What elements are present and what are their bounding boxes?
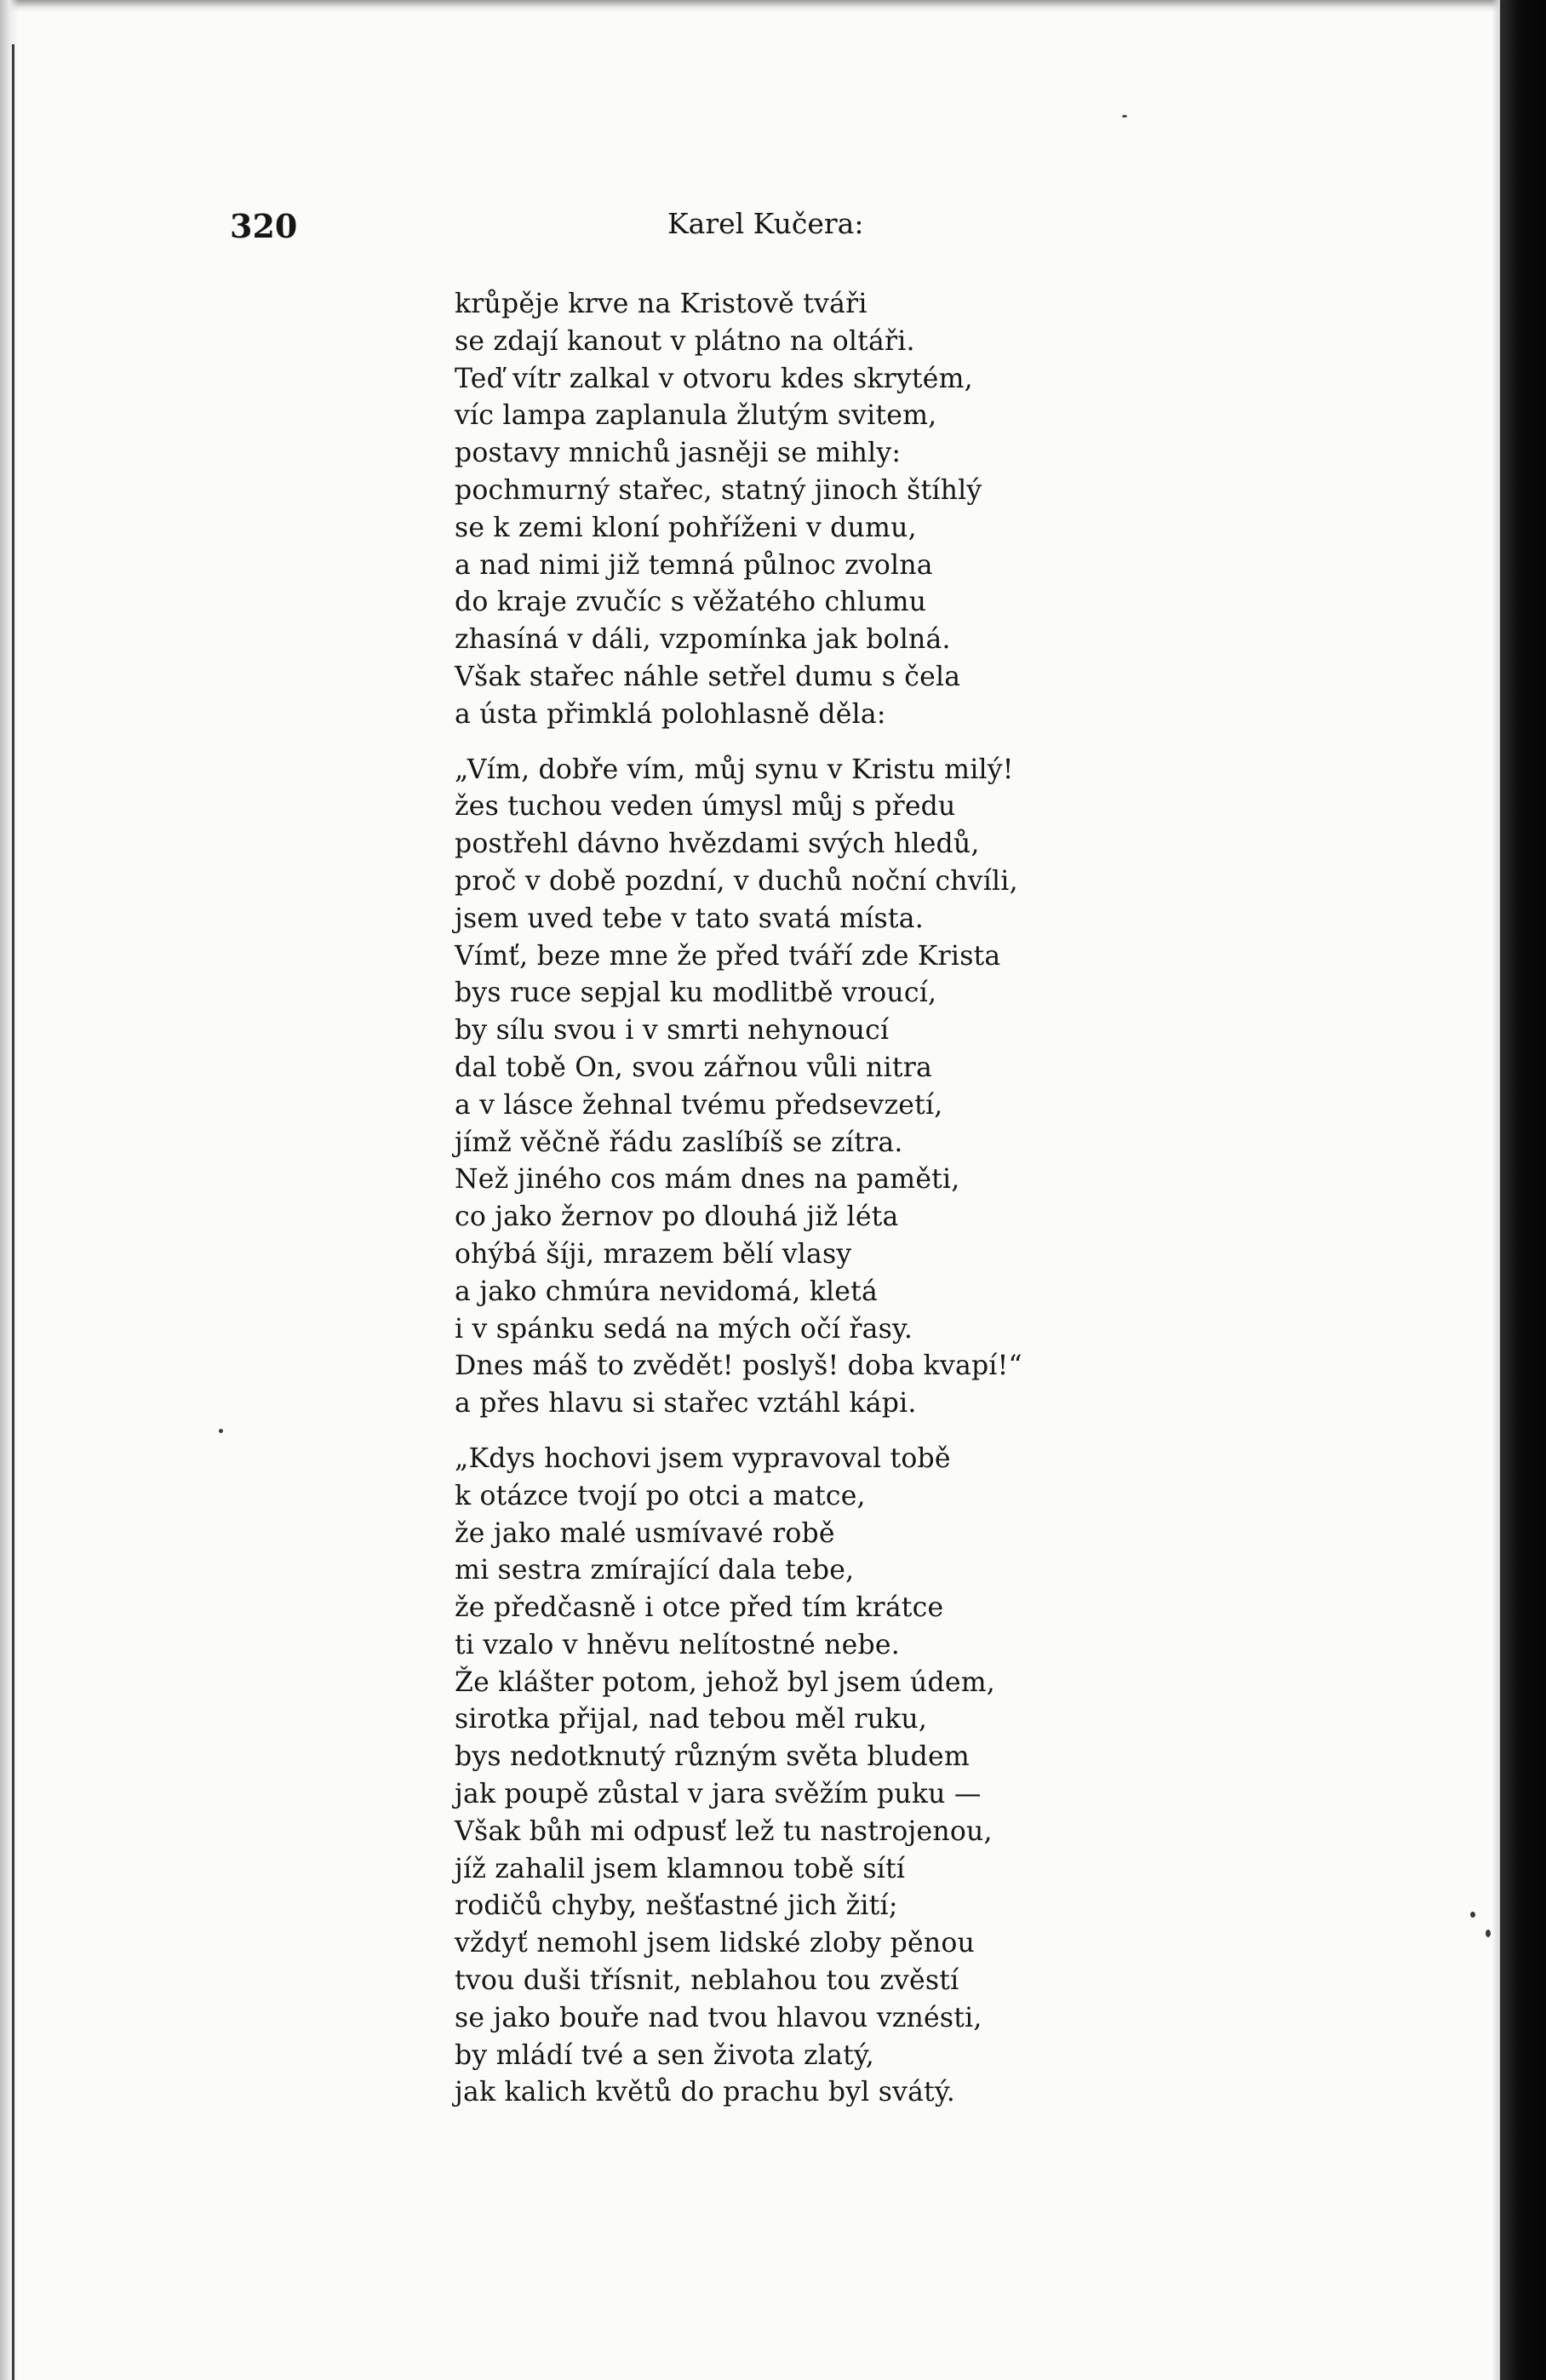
- verse-line: ti vzalo v hněvu nelítostné nebe.: [455, 1629, 900, 1660]
- verse-line: a nad nimi již temná půlnoc zvolna: [455, 549, 933, 581]
- verse-line: rodičů chyby, nešťastné jich žití;: [455, 1890, 898, 1922]
- verse-line: jsem uved tebe v tato svatá místa.: [455, 903, 924, 934]
- verse-line: postavy mnichů jasněji se mihly:: [455, 438, 902, 469]
- verse-line: se jako bouře nad tvou hlavou vznésti,: [455, 2002, 982, 2033]
- verse-line: že předčasně i otce před tím krátce: [455, 1592, 944, 1624]
- verse-line: mi sestra zmírající dala tebe,: [455, 1555, 855, 1586]
- scan-dark-border-right: [1500, 0, 1546, 2380]
- verse-line: pochmurný stařec, statný jinoch štíhlý: [455, 474, 982, 506]
- verse-line: jak poupě zůstal v jara svěžím puku —: [455, 1779, 982, 1810]
- verse-line: i v spánku sedá na mých očí řasy.: [455, 1313, 913, 1345]
- running-head: Karel Kučera:: [667, 207, 864, 240]
- verse-line: ohýbá šíji, mrazem bělí vlasy: [455, 1238, 852, 1270]
- verse-line: dal tobě On, svou zářnou vůli nitra: [455, 1052, 932, 1083]
- verse-line: Že klášter potom, jehož byl jsem údem,: [455, 1666, 996, 1698]
- verse-line: Však stařec náhle setřel dumu s čela: [455, 661, 961, 692]
- verse-line: bys ruce sepjal ku modlitbě vroucí,: [455, 978, 937, 1009]
- verse-line: žes tuchou veden úmysl můj s předu: [455, 791, 956, 823]
- verse-line: k otázce tvojí po otci a matce,: [455, 1480, 866, 1511]
- verse-line: a přes hlavu si stařec vztáhl kápi.: [455, 1388, 917, 1419]
- verse-line: se k zemi kloní pohříženi v dumu,: [455, 512, 917, 543]
- verse-line: by mládí tvé a sen života zlatý,: [455, 2039, 874, 2071]
- verse-line: „Kdys hochovi jsem vypravoval tobě: [455, 1442, 951, 1474]
- verse-line: do kraje zvučíc s věžatého chlumu: [455, 587, 927, 618]
- verse-line: Než jiného cos mám dnes na paměti,: [455, 1164, 960, 1196]
- stanza: [455, 286, 1022, 734]
- verse-line: „Vím, dobře vím, můj synu v Kristu milý!: [455, 754, 1014, 785]
- verse-line: a v lásce žehnal tvému předsevzetí,: [455, 1089, 943, 1121]
- stanza: [455, 1441, 1022, 2112]
- verse-line: jíž zahalil jsem klamnou tobě sítí: [455, 1853, 906, 1884]
- verse-line: se zdají kanout v plátno na oltáři.: [455, 325, 915, 357]
- verse-line: že jako malé usmívavé robě: [455, 1517, 835, 1549]
- scan-shadow-left: [0, 0, 19, 2380]
- verse-line: Vímť, beze mne že před tváří zde Krista: [455, 940, 1001, 972]
- verse-line: proč v době pozdní, v duchů noční chvíli,: [455, 865, 1018, 897]
- verse-line: jímž věčně řádu zaslíbíš se zítra.: [455, 1127, 903, 1158]
- verse-line: postřehl dávno hvězdami svých hledů,: [455, 829, 980, 860]
- poem-text: [455, 286, 1022, 2112]
- page-edge-line: [12, 44, 14, 2380]
- verse-line: by sílu svou i v smrti nehynoucí: [455, 1015, 890, 1047]
- scan-fade-right: [1492, 0, 1500, 2380]
- verse-line: a ústa přimklá polohlasně děla:: [455, 698, 886, 730]
- stanza: [455, 752, 1022, 1423]
- verse-line: a jako chmúra nevidomá, kletá: [455, 1276, 878, 1307]
- ink-speck: [219, 1429, 223, 1433]
- ink-speck: [1486, 1930, 1491, 1937]
- verse-line: jak kalich květů do prachu byl svátý.: [455, 2077, 955, 2108]
- ink-speck: [1122, 115, 1127, 118]
- page-header: [0, 207, 1481, 249]
- verse-line: vždyť nemohl jsem lidské zloby pěnou: [455, 1928, 975, 1959]
- verse-line: krůpěje krve na Kristově tváři: [455, 289, 867, 319]
- page-number: 320: [230, 207, 298, 245]
- verse-line: Dnes máš to zvědět! poslyš! doba kvapí!“: [455, 1351, 1022, 1382]
- verse-line: tvou duši třísnit, neblahou tou zvěstí: [455, 1965, 959, 1997]
- ink-speck: [1470, 1912, 1475, 1918]
- verse-line: Teď vítr zalkal v otvoru kdes skrytém,: [455, 363, 973, 394]
- verse-line: co jako žernov po dlouhá již léta: [455, 1201, 899, 1233]
- verse-line: zhasíná v dáli, vzpomínka jak bolná.: [455, 624, 951, 656]
- verse-line: Však bůh mi odpusť lež tu nastrojenou,: [455, 1815, 993, 1847]
- verse-line: víc lampa zaplanula žlutým svitem,: [455, 400, 937, 432]
- verse-line: sirotka přijal, nad tebou měl ruku,: [455, 1704, 928, 1735]
- verse-line: bys nedotknutý různým světa bludem: [455, 1741, 970, 1773]
- scan-shadow-top: [0, 0, 1546, 12]
